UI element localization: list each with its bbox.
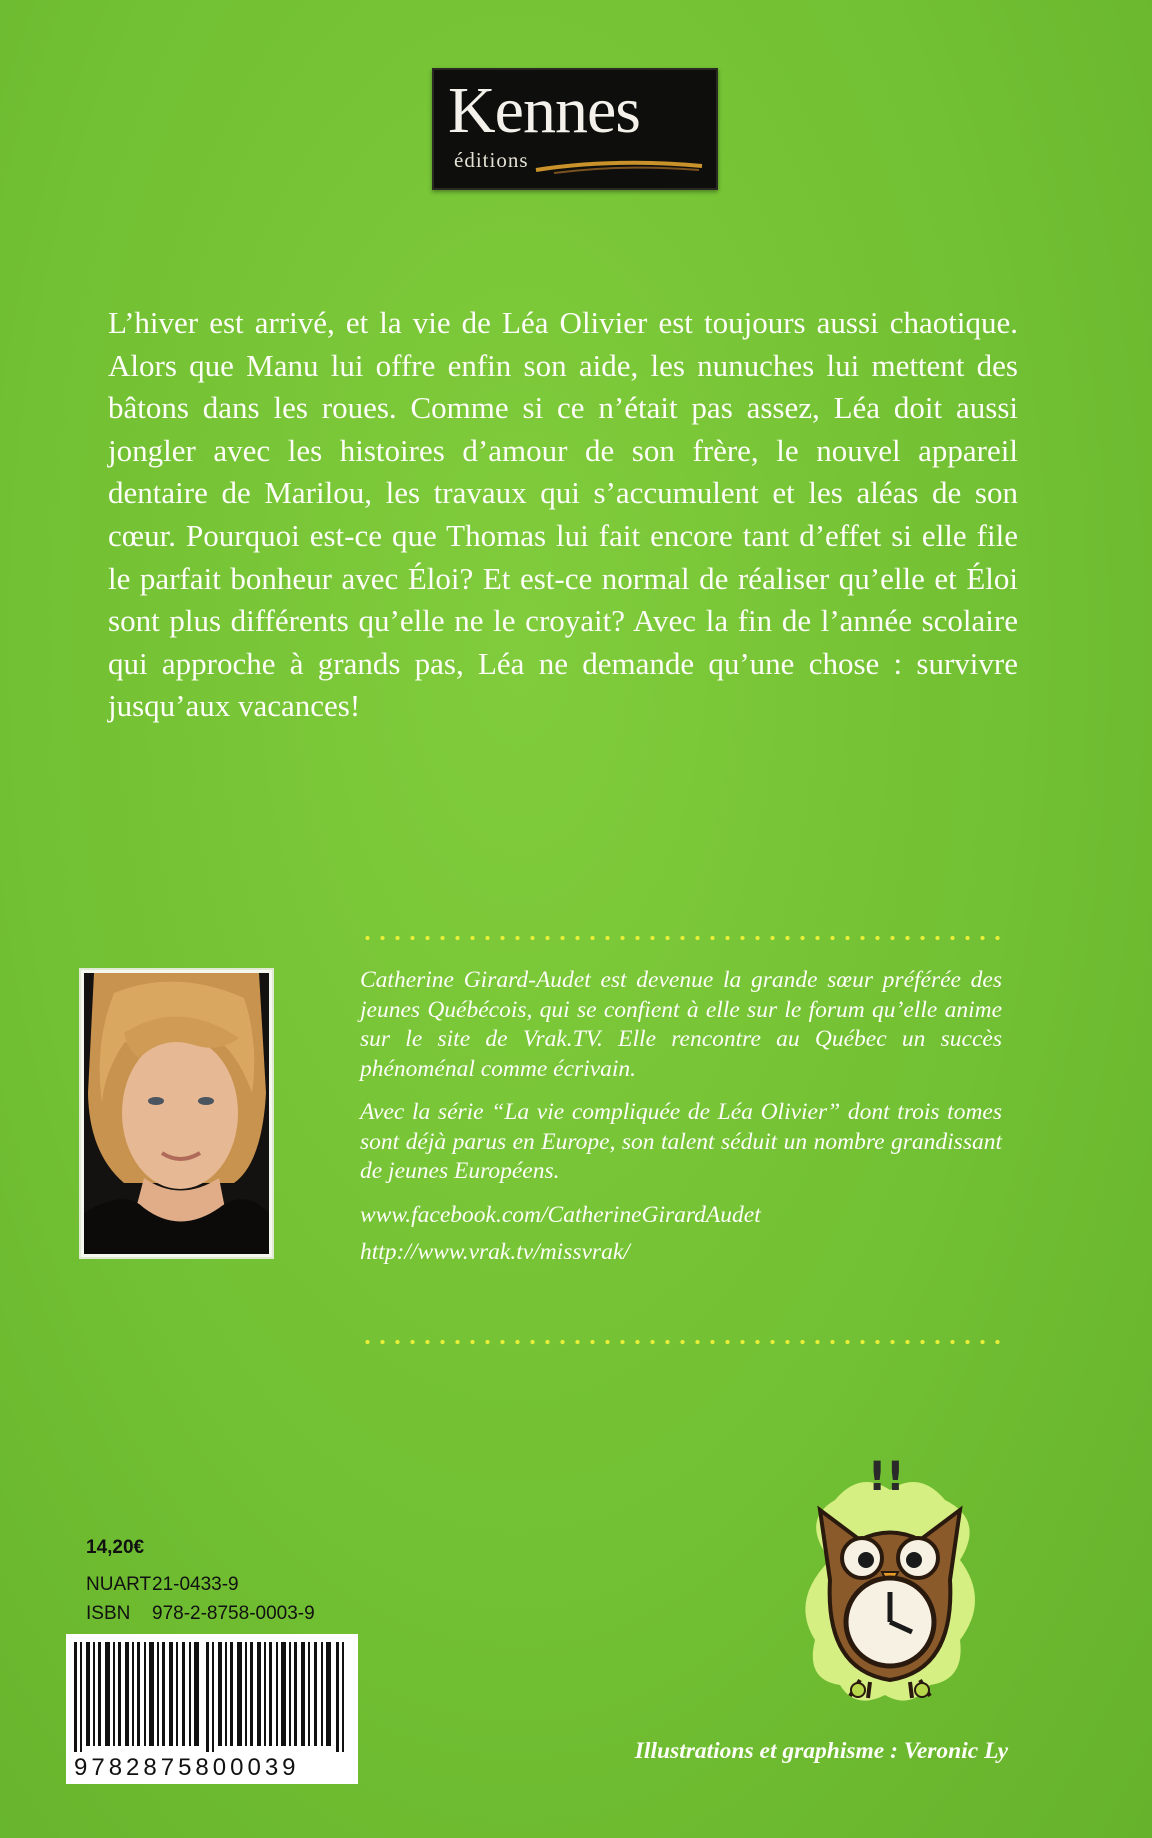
price: 14,20€ (86, 1537, 145, 1558)
barcode-icon (66, 1634, 358, 1752)
author-photo-icon (84, 973, 269, 1254)
author-photo (81, 970, 272, 1257)
publisher-logo (432, 68, 718, 190)
dotted-divider-bottom (360, 1337, 1002, 1347)
publisher-name: Kennes (448, 74, 640, 147)
facebook-link: www.facebook.com/CatherineGirardAudet (360, 1201, 761, 1228)
barcode (66, 1634, 358, 1784)
publisher-subtitle: éditions (454, 148, 529, 172)
author-bio-paragraph-2: Avec la série “La vie compliquée de Léa Olivier” dont trois tomes sont déjà parus en Europe, son talent séduit un nombre grandissant de jeunes Européens. (360, 1099, 1002, 1184)
isbn-label: ISBN (86, 1603, 131, 1624)
logo-swoosh-icon (534, 156, 704, 176)
isbn-value: 978-2-8758-0003-9 (152, 1603, 315, 1624)
isbn-code (86, 1603, 315, 1625)
nuart-label: NUART (86, 1574, 152, 1595)
owl-clock-illustration (790, 1440, 990, 1730)
author-bio (360, 966, 1002, 1276)
author-bio-paragraph-1: Catherine Girard-Audet est devenue la grande sœur préférée des jeunes Québécois, qui se confient à elle sur le forum qu’elle anime sur le site de Vrak.TV. Elle rencontre au Québec un succès phénoménal comme écrivain. (360, 967, 1002, 1082)
vrak-link: http://www.vrak.tv/missvrak/ (360, 1239, 630, 1265)
dotted-divider-top (360, 933, 1002, 943)
nuart-code (86, 1574, 239, 1596)
illustration-credits: Illustrations et graphisme : Veronic Ly (634, 1738, 1008, 1764)
svg-text:!!: !! (868, 1454, 905, 1500)
barcode-number: 9782875800039 (74, 1754, 300, 1781)
book-summary: L’hiver est arrivé, et la vie de Léa Olivier est toujours aussi chaotique. Alors que Manu lui offre enfin son aide, les nunuches lui mettent des bâtons dans les roues. Comme si ce n’était pas assez, Léa doit aussi jongler avec les histoires d’amour de son frère, le nouvel appareil dentaire de Marilou, les travaux qui s’accumulent et les aléas de son cœur. Pourquoi est-ce que Thomas lui fait encore tant d’effet si elle file le parfait bonheur avec Éloi? Et est-ce normal de réaliser qu’elle et Éloi sont plus différents qu’elle ne le croyait? Avec la fin de l’année scolaire qui approche à grands pas, Léa ne demande qu’une chose : survivre jusqu’aux vacances! (108, 305, 1018, 724)
nuart-value: 21-0433-9 (152, 1574, 239, 1595)
